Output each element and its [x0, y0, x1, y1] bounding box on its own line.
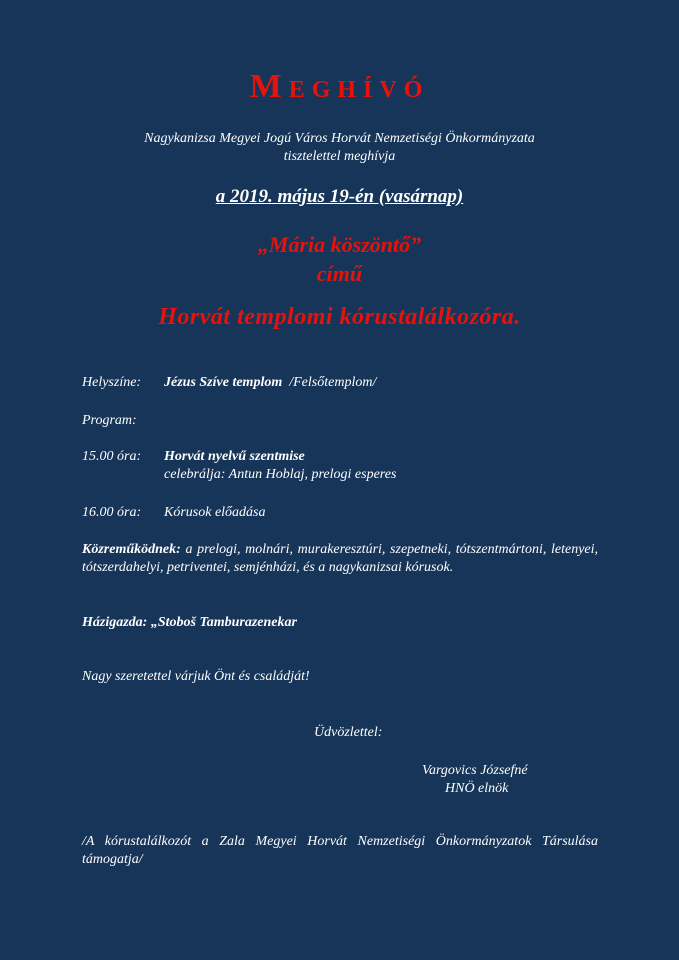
program-title: Kórusok előadása	[164, 505, 266, 520]
participants-text: a prelogi, molnári, murakeresztúri, szepetneki, tótszentmártoni, letenyei, tótszerdahelyi, petriventei, semjénházi, és a nagykanizsai kórusok.	[82, 542, 599, 575]
program-item	[82, 504, 266, 522]
signer-name: Vargovics Józsefné	[422, 763, 528, 778]
organizer-invites: tisztelettel meghívja	[283, 149, 396, 164]
event-name: „Mária köszöntő”	[257, 232, 422, 257]
event-date: a 2019. május 19-én (vasárnap)	[215, 186, 464, 207]
location-note: /Felsőtemplom/	[289, 375, 377, 390]
host-name: „Stoboš Tamburazenekar	[150, 615, 297, 630]
signer-title: HNÖ elnök	[445, 781, 509, 796]
greeting: Üdvözlettel:	[314, 725, 383, 740]
program-item	[82, 448, 305, 466]
program-title: Horvát nyelvű szentmise	[164, 449, 305, 464]
host-row	[82, 614, 297, 632]
host-label: Házigazda:	[82, 615, 148, 630]
location-label: Helyszíne:	[82, 375, 142, 390]
footnote: /A kórustalálkozót a Zala Megyei Horvát Nemzetiségi Önkormányzatok Társulása támogatja/	[82, 834, 598, 867]
event-main-title: Horvát templomi kórustalálkozóra.	[158, 304, 521, 330]
participants-paragraph	[82, 541, 598, 577]
program-time: 16.00 óra:	[82, 505, 142, 520]
event-subtitle: című	[316, 261, 363, 286]
program-label: Program:	[82, 413, 137, 428]
invitation-title: Meghívó	[249, 68, 430, 105]
program-time: 15.00 óra:	[82, 449, 142, 464]
welcome-text: Nagy szeretettel várjuk Önt és családját!	[82, 669, 310, 684]
organizer-name: Nagykanizsa Megyei Jogú Város Horvát Nemzetiségi Önkormányzata	[144, 131, 535, 146]
organizer-block	[0, 130, 679, 166]
location-name: Jézus Szíve templom	[164, 375, 283, 390]
program-detail: celebrálja: Antun Hoblaj, prelogi esperes	[164, 467, 397, 482]
location-row	[82, 374, 376, 392]
participants-label: Közreműködnek:	[82, 542, 181, 557]
